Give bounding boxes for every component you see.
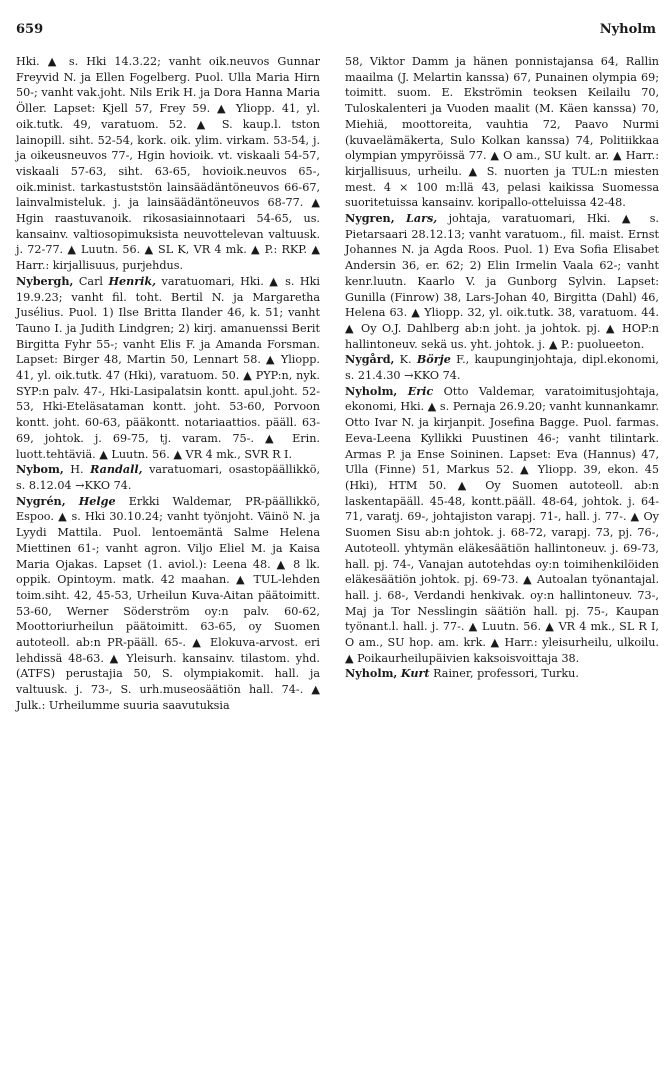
running-head: Nyholm bbox=[599, 22, 656, 37]
entry-given-name: K. bbox=[399, 353, 412, 367]
entry-nyholm-eric bbox=[345, 384, 659, 667]
entry-call-name: Kurt bbox=[400, 666, 430, 681]
entry-call-name: Randall, bbox=[90, 462, 143, 477]
entry-surname: Nyholm, bbox=[345, 383, 398, 398]
entry-nybergh bbox=[16, 274, 320, 462]
entry-call-name: Helge bbox=[78, 493, 116, 508]
entry-surname: Nygren, bbox=[345, 211, 395, 226]
entry-call-name: Lars, bbox=[405, 211, 438, 226]
entry-nybom bbox=[16, 462, 320, 493]
entry-continuation bbox=[16, 54, 320, 274]
entry-call-name: Eric bbox=[407, 383, 434, 398]
page-number: 659 bbox=[16, 22, 44, 37]
entry-text: Hki. ▲ s. Hki 14.3.22; vanht oik.neuvos Gunnar Freyvid N. ja Ellen Fogelberg. Puol. Ulla Maria Hirn 50-; vanht vak.joht. Nils Erik H. ja Dora Hanna Maria Öller. Lapset: Kjell 57, Frey 59. ▲ Yliopp. 41, yl. oik.tutk. 49, varatuom. 52. ▲ S. kaup.l. tston lainopill. siht. 52-54, kork. oik. ylim. virkam. 53-54, j. ja oikeusneuvos 77-, Hgin hovioik. vt. viskaali 54-57, viskaali 57-63, siht. 63-65, hovioik.neuvos 65-, oik.minist. tarkastuststön lainsäädäntöneuvos 66-67, lainvalmisteluk. j. ja lainsäädäntöneuvos 68-77. ▲ Hgin raastuvanoik. rikosasiainnotaari 54-65, us. kansainv. valtiosopimuksista neuvottelevan valtuusk. j. 72-77. ▲ Luutn. 56. ▲ SL K, VR 4 mk. ▲ P.: RKP. ▲ Harr.: kirjallisuus, purjehdus. bbox=[16, 55, 320, 273]
entry-call-name: Börje bbox=[416, 352, 451, 367]
entry-text: 58, Viktor Damm ja hänen ponnistajansa 64, Rallin maailma (J. Melartin kanssa) 67, Punainen olympia 69; toimitt. suom. E. Ekströmin teoksen Keilailu 70, Tuloskalenteri ja Vuoden maalit (M. Käen kanssa) 70, Miehiä, moottoreita, vauhtia 72, Paavo Nurmi (kuvaelämäkerta, Sulo Kolkan kanssa) 74, Politiikkaa olympian ympyröissä 77. ▲ O am., SU kult. ar. ▲ Harr.: kirjallisuus, urheilu. ▲ S. nuorten ja TUL:n miesten mest. 4 × 100 m:llä 43, pelasi kaikissa Suomessa suoritetuissa kansainv. koripallo-otteluissa 42-48. bbox=[345, 55, 659, 210]
page-header bbox=[16, 22, 656, 42]
entry-given-name: H. bbox=[70, 463, 84, 477]
entry-text: Rainer, professori, Turku. bbox=[433, 667, 579, 681]
entry-surname: Nygård, bbox=[345, 352, 395, 367]
entry-given-name: Carl bbox=[78, 274, 104, 288]
right-column bbox=[345, 54, 659, 682]
entry-call-name: Henrik, bbox=[108, 273, 157, 288]
entry-text: F., kaupunginjohtaja, dipl.ekonomi, s. 21.4.30 →KKO 74. bbox=[345, 353, 659, 383]
entry-text: johtaja, varatuomari, Hki. ▲ s. Pietarsaari 28.12.13; vanht varatuom., fil. maist. Ernst Johannes N. ja Agda Roos. Puol. 1) Eva Sofia Elisabet Andersin 36, er. 62; 2) Elin Irmelin Vaala 62-; vanht kenr.luutn. Kaarlo V. ja Gunborg Sylvin. Lapset: Gunilla (Finrow) 38, Lars-Johan 40, Birgitta (Dahl) 46, Helena 63. ▲ Yliopp. 32, yl. oik.tutk. 38, varatuom. 44. ▲ Oy O.J. Dahlberg ab:n joht. ja johtok. pj. ▲ HOP:n hallintoneuv. sekä us. yht. johtok. j. ▲ P.: puolueeton. bbox=[345, 212, 659, 351]
entry-surname: Nybergh, bbox=[16, 273, 74, 288]
entry-surname: Nybom, bbox=[16, 462, 64, 477]
entry-surname: Nyholm, bbox=[345, 666, 398, 681]
entry-text: varatuomari, osastopäällikkö, s. 8.12.04 →KKO 74. bbox=[16, 463, 320, 492]
entry-surname: Nygrén, bbox=[16, 493, 66, 508]
entry-nygren-helge bbox=[16, 494, 320, 714]
entry-nygren-lars bbox=[345, 211, 659, 352]
entry-nyholm-kurt bbox=[345, 666, 659, 682]
entry-text: Otto Valdemar, varatoimitusjohtaja, ekonomi, Hki. ▲ s. Pernaja 26.9.20; vanht kunnankamr. Otto Ivar N. ja kirjanpit. Josefina Bagge. Puol. farmas. Eeva-Leena Kyllikki Puustinen 46-; vanht tilintark. Armas P. ja Ense Soininen. Lapset: Eva (Hannus) 47, Ulla (Finne) 51, Markus 52. ▲ Yliopp. 39, ekon. 45 (Hki), HTM 50. ▲ Oy Suomen autoteoll. ab:n laskentapääll. 45-48, kontt.pääll. 48-64, johtok. j. 64-71, varatj. 69-, johtajiston varapj. 71-, hall. j. 77-. ▲ Oy Suomen Sisu ab:n johtok. j. 68-72, varapj. 73, pj. 76-, Autoteoll. yhtymän eläkesäätiön hallintoneuv. j. 69-73, hall. pj. 74-, Vanajan autotehdas oy:n toimihenkilöiden eläkesäätiön johtok. pj. 69-73. ▲ Autoalan työnantajal. hall. j. 68-, Verdandi henkivak. oy:n hallintoneuv. 73-, Maj ja Tor Nesslingin säätiön hall. pj. 75-, Kaupan työnant.l. hall. j. 77-. ▲ Luutn. 56. ▲ VR 4 mk., SL R I, O am., SU hop. am. krk. ▲ Harr.: yleisurheilu, ulkoilu. ▲ Poikaurheilupäivien kaksoisvoittaja 38. bbox=[345, 384, 659, 665]
left-column bbox=[16, 54, 320, 714]
entry-text: varatuomari, Hki. ▲ s. Hki 19.9.23; vanht fil. toht. Bertil N. ja Margaretha Jusélius. Puol. 1) Ilse Britta Ilander 46, k. 51; vanht Tauno I. ja Judith Lindgren; 2) kirj. amanuenssi Berit Birgitta Fyhr 55-; vanht Elis F. ja Amanda Forsman. Lapset: Birger 48, Martin 50, Lennart 58. ▲ Yliopp. 41, yl. oik.tutk. 47 (Hki), varatuom. 50. ▲ PYP:n, nyk. SYP:n palv. 47-, Hki-Lasipalatsin kontt. apul.joht. 52-53, Hki-Eteläsataman kontt. joht. 53-60, Porvoon kontt. joht. 60-63, pääkontt. notariaattios. pääll. 63-69, johtok. j. 69-75, tj. varam. 75-. ▲ Erin. luott.tehtäviä. ▲ Luutn. 56. ▲ VR 4 mk., SVR R I. bbox=[16, 274, 320, 461]
entry-continuation bbox=[345, 54, 659, 211]
entry-text: Erkki Waldemar, PR-päällikkö, Espoo. ▲ s. Hki 30.10.24; vanht työnjoht. Väinö N. ja Lyydi Mattila. Puol. lentoemäntä Salme Helena Miettinen 61-; vanht agron. Viljo Eliel M. ja Kaisa Maria Ojakas. Lapset (1. aviol.): Leena 48. ▲ 8 lk. oppik. Opintoym. matk. 42 maahan. ▲ TUL-lehden toim.siht. 42, 45-53, Urheilun Kuva-Aitan päätoimitt. 53-60, Werner Söderström oy:n palv. 60-62, Moottoriurheilun päätoimitt. 63-65, oy Suomen autoteoll. ab:n PR-pääll. 65-. ▲ Elokuva-arvost. eri lehdissä 48-63. ▲ Yleisurh. kansainv. tilastom. yhd. (ATFS) perustajia 50, S. olympiakomit. hall. ja valtuusk. j. 73-, S. urh.museosäätiön hall. 74-. ▲ Julk.: Urheilumme suuria saavutuksia bbox=[16, 494, 321, 712]
entry-nygard bbox=[345, 352, 659, 383]
